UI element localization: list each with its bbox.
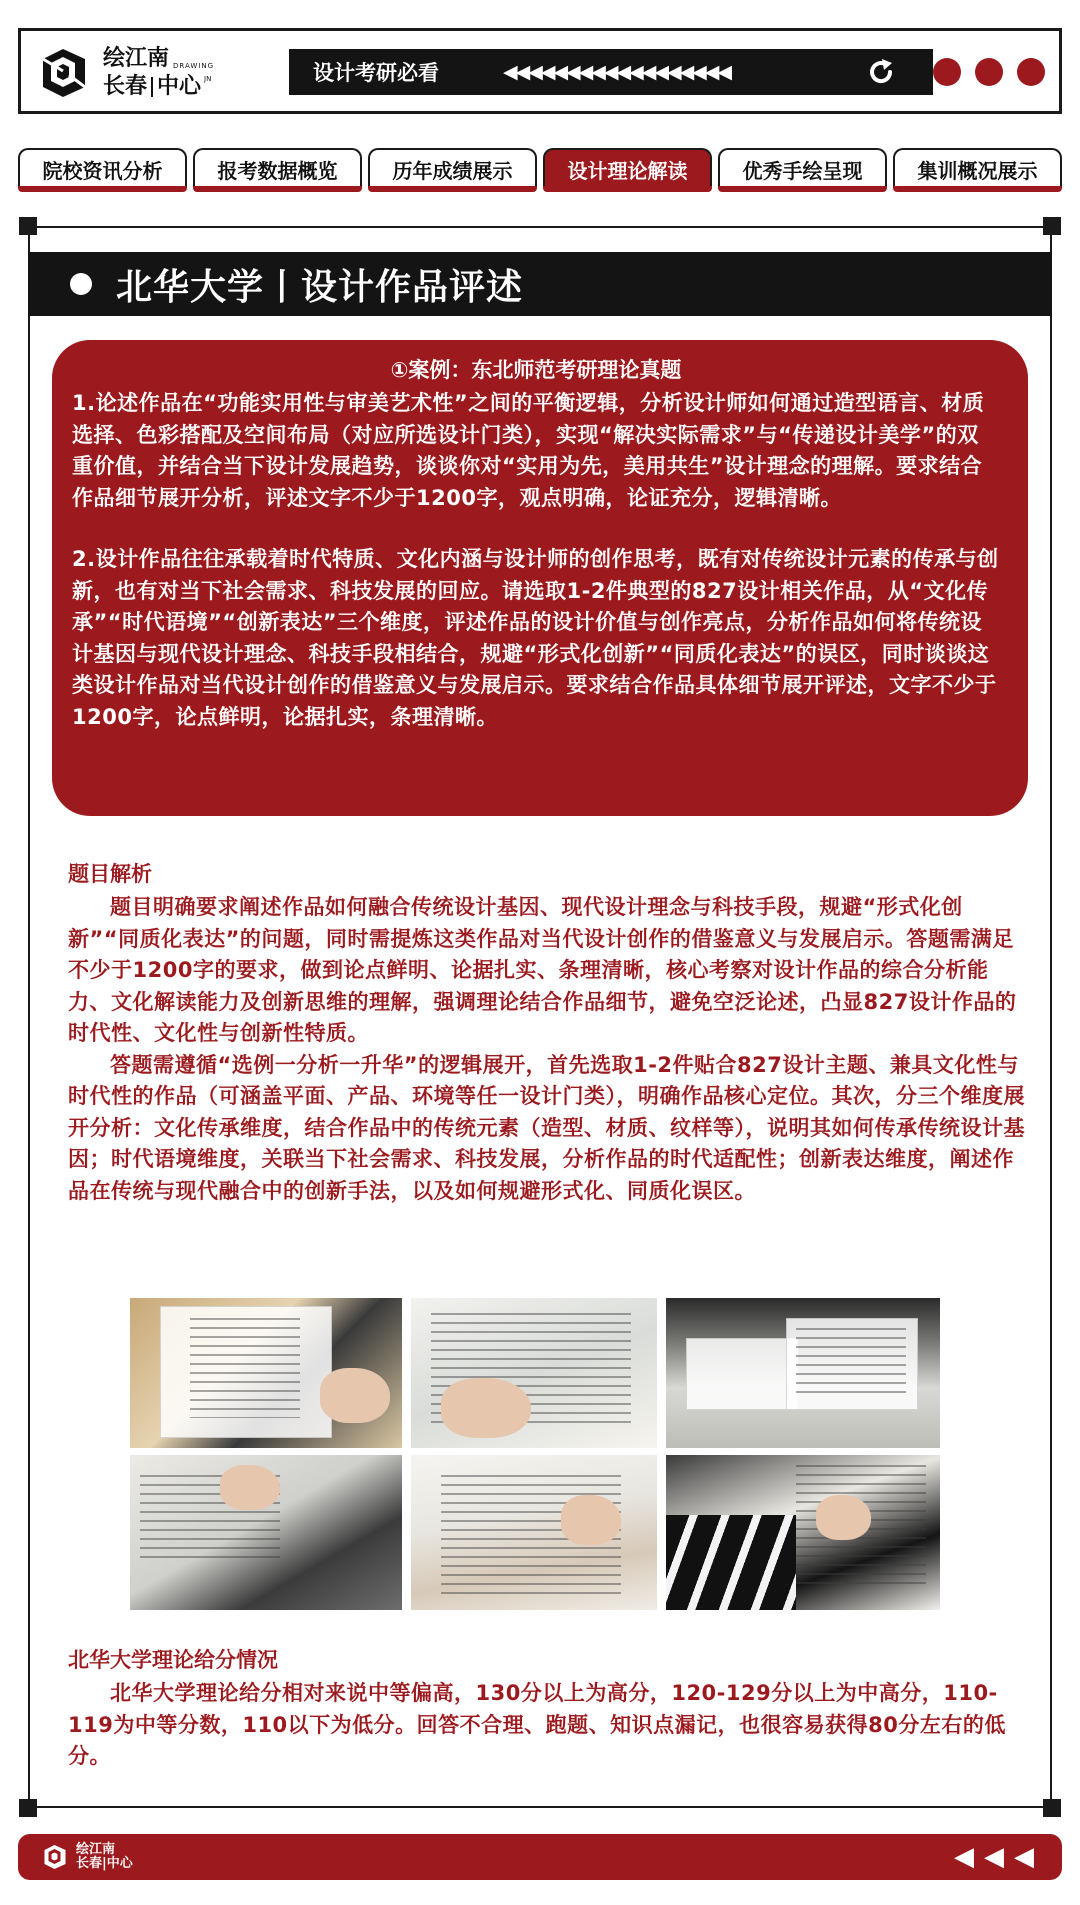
tab-training-overview[interactable]: 集训概况展示	[893, 148, 1062, 188]
photo-student-writing[interactable]	[130, 1455, 402, 1610]
tab-application-data[interactable]: 报考数据概览	[193, 148, 362, 188]
brand-sub-top: DRAWING	[173, 62, 215, 70]
analysis-heading: 题目解析	[68, 862, 152, 886]
photo-sketch-pattern[interactable]	[130, 1298, 402, 1448]
score-section	[68, 1644, 1028, 1773]
section-title: 北华大学丨设计作品评述	[116, 266, 524, 308]
photo-hand	[561, 1495, 621, 1545]
header-bar	[18, 28, 1062, 114]
analysis-section	[68, 858, 1028, 1207]
case-question-2: 2.设计作品往往承载着时代特质、文化内涵与设计师的创作思考，既有对传统设计元素的传承与创新，也有对当下社会需求、科技发展的回应。请选取1-2件典型的827设计相关作品，从“文化传承”“时代语境”“创新表达”三个维度，评述作品的设计价值与创作亮点，分析作品如何将传统设计基因与现代设计理念、科技手段相结合，规避“形式化创新”“同质化表达”的误区，同时谈谈这类设计作品对当代设计创作的借鉴意义与发展启示。要求结合作品具体细节展开评述，文字不少于1200字，论点鲜明，论据扎实，条理清晰。	[72, 547, 999, 729]
photo-hand	[220, 1465, 280, 1510]
brand-separator	[151, 77, 153, 97]
photo-paper	[686, 1338, 798, 1410]
footer-brand-line2-left: 长春	[76, 1856, 103, 1871]
photo-hand	[816, 1495, 871, 1540]
footer-logo[interactable]: 绘江南 长春|中心	[40, 1843, 133, 1871]
photo-notes-review[interactable]	[411, 1298, 657, 1448]
case-title: ①案例：东北师范考研理论真题	[390, 358, 682, 382]
analysis-paragraph-1: 题目明确要求阐述作品如何融合传统设计基因、现代设计理念与科技手段，规避“形式化创新”“同质化表达”的问题，同时需提炼这类作品对当代设计创作的借鉴意义与发展启示。答题需满足不少于1200字的要求，做到论点鲜明、论据扎实、条理清晰，核心考察对设计作品的综合分析能力、文化解读能力及创新思维的理解，强调理论结合作品细节，避免空泛论述，凸显827设计作品的时代性、文化性与创新性特质。	[68, 895, 1017, 1045]
brand-name-line1: 绘江南	[103, 46, 170, 71]
photo-sleeve	[666, 1515, 796, 1610]
tab-school-info[interactable]: 院校资讯分析	[18, 148, 187, 188]
search-arrows-decoration: ◀◀◀◀◀◀◀◀◀◀◀◀◀◀◀◀◀◀	[503, 61, 731, 83]
logo-mark-icon	[35, 45, 93, 101]
case-question-box	[52, 340, 1028, 816]
frame-corner-bl	[19, 1799, 37, 1817]
tab-sketch-showcase[interactable]: 优秀手绘呈现	[718, 148, 887, 188]
dot-2[interactable]	[975, 58, 1003, 86]
analysis-paragraph-2: 答题需遵循“选例一分析一升华”的逻辑展开，首先选取1-2件贴合827设计主题、兼具文化性与时代性的作品（可涵盖平面、产品、环境等任一设计门类），明确作品核心定位。其次，分三个维度展开分析：文化传承维度，结合作品中的传统元素（造型、材质、纹样等），说明其如何传承传统设计基因；时代语境维度，关联当下社会需求、科技发展，分析作品的时代适配性；创新表达维度，阐述作品在传统与现代融合中的创新手法，以及如何规避形式化、同质化误区。	[68, 1052, 1025, 1203]
score-heading: 北华大学理论给分情况	[68, 1648, 278, 1672]
tab-bar	[18, 148, 1062, 188]
footer-brand-line2-right: 中心	[106, 1856, 133, 1871]
section-banner	[28, 252, 1052, 316]
refresh-icon-svg	[866, 57, 896, 87]
photo-grid	[130, 1298, 940, 1610]
frame-corner-tl	[19, 217, 37, 235]
footer-arrows-icon[interactable]: ◀◀◀	[954, 1842, 1044, 1872]
frame-corner-tr	[1043, 217, 1061, 235]
footer-brand-line1: 绘江南	[76, 1842, 116, 1858]
bullet-icon	[70, 273, 92, 295]
dot-3[interactable]	[1017, 58, 1045, 86]
brand-name-line2-right: 中心	[157, 74, 202, 99]
case-question-1: 1.论述作品在“功能实用性与审美艺术性”之间的平衡逻辑，分析设计师如何通过造型语言、材质选择、色彩搭配及空间布局（对应所选设计门类），实现“解决实际需求”与“传递设计美学”的双重价值，并结合当下设计发展趋势，谈谈你对“实用为先，美用共生”设计理念的理解。要求结合作品细节展开分析，评述文字不少于1200字，观点明确，论证充分，逻辑清晰。	[72, 391, 985, 510]
dot-1[interactable]	[933, 58, 961, 86]
footer-logo-mark-icon	[40, 1843, 70, 1871]
window-dots	[933, 58, 1045, 86]
photo-student-notes[interactable]	[666, 1455, 940, 1610]
brand-sub-side: JN	[204, 75, 212, 83]
photo-drawing-lines	[190, 1318, 300, 1418]
tab-design-theory[interactable]: 设计理论解读	[543, 148, 712, 188]
brand-logo[interactable]	[35, 45, 235, 101]
photo-drawing-lines	[796, 1328, 906, 1398]
frame-corner-br	[1043, 1799, 1061, 1817]
tab-past-scores[interactable]: 历年成绩展示	[368, 148, 537, 188]
refresh-icon[interactable]	[857, 49, 905, 95]
photo-hand	[320, 1368, 390, 1423]
photo-notebook-writing[interactable]	[411, 1455, 657, 1610]
photo-spread-sheets[interactable]	[666, 1298, 940, 1448]
search-label: 设计考研必看	[313, 61, 439, 85]
photo-hand	[441, 1378, 531, 1438]
score-paragraph: 北华大学理论给分相对来说中等偏高，130分以上为高分，120-129分以上为中高分，110-119为中等分数，110以下为低分。回答不合理、跑题、知识点漏记，也很容易获得80分左右的低分。	[68, 1681, 1006, 1768]
brand-name-line2-left: 长春	[103, 74, 148, 99]
footer-bar	[18, 1834, 1062, 1880]
search-bar[interactable]	[289, 49, 933, 95]
